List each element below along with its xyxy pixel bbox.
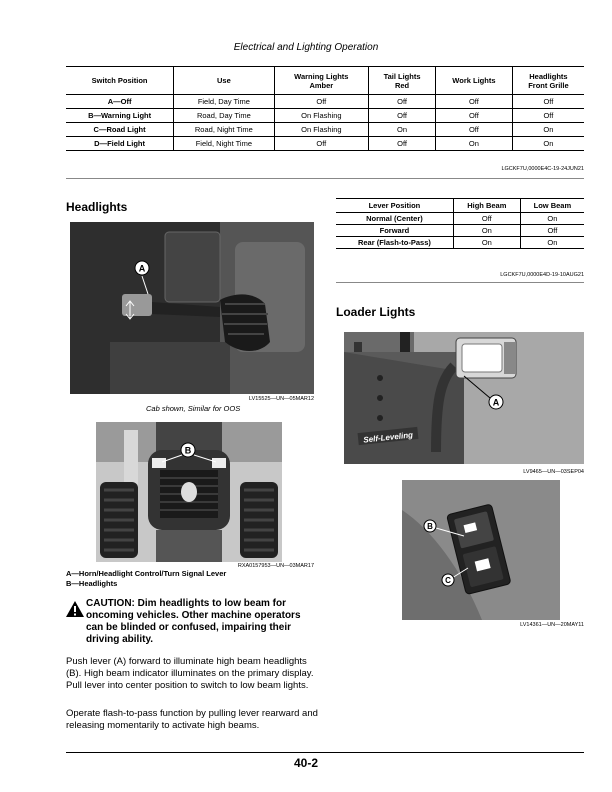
table-cell: B—Warning Light (66, 109, 174, 123)
callout-a-label: A (492, 397, 500, 408)
warning-triangle-icon (66, 601, 84, 617)
caution-text: CAUTION: Dim headlights to low beam for oncoming vehicles. Other machine operators can be blinded or confused, impairing their driving ability. (86, 598, 301, 645)
table-cell: Forward (336, 225, 453, 237)
table-cell: Off (435, 109, 512, 123)
table-cell: Off (520, 225, 584, 237)
table-cell: On Flashing (274, 123, 369, 137)
switch-table-code: LGCKF7U,0000E4C-19-24JUN21 (501, 166, 584, 172)
lever-table-header: Lever Position (336, 199, 453, 213)
photo1-caption: Cab shown, Similar for OOS (146, 404, 241, 413)
photo3-caption-code: LV9465—UN—03SEP04 (523, 469, 584, 475)
legend-a: A—Horn/Headlight Control/Turn Signal Lever (66, 569, 227, 578)
table-row (336, 213, 584, 225)
lever-table-header: High Beam (453, 199, 520, 213)
tractor-front-photo (96, 422, 282, 562)
loader-lights-title: Loader Lights (336, 305, 416, 319)
table-cell: On (520, 213, 584, 225)
table-cell: Off (512, 95, 584, 109)
table-cell: Off (369, 95, 436, 109)
table-cell: D—Field Light (66, 137, 174, 151)
lever-table-header: Low Beam (520, 199, 584, 213)
table-cell: Off (512, 109, 584, 123)
switch-table-header: Work Lights (435, 67, 512, 95)
lever-position-table (336, 198, 584, 249)
lever-table-code: LGCKF7U,0000E4D-19-10AUG21 (500, 272, 584, 278)
loader-light-photo (344, 332, 584, 464)
table-cell: Normal (Center) (336, 213, 453, 225)
legend-b: B—Headlights (66, 578, 118, 588)
callout-b-label: B (184, 445, 192, 456)
self-leveling-label: Self-Leveling (362, 430, 414, 445)
table-cell: Off (369, 137, 436, 151)
callout-c-label: C (445, 576, 451, 585)
headlight-lever-photo (70, 222, 314, 394)
divider (66, 178, 584, 179)
table-cell: Off (435, 95, 512, 109)
table-cell: On (512, 123, 584, 137)
table-row (336, 237, 584, 249)
table-cell: On Flashing (274, 109, 369, 123)
table-cell: On (453, 237, 520, 249)
table-cell: Off (369, 109, 436, 123)
table-cell: On (453, 225, 520, 237)
loader-light-switch-photo (402, 480, 560, 620)
page-number: 40-2 (293, 756, 319, 770)
table-cell: Road, Night Time (174, 123, 274, 137)
table-cell: On (435, 137, 512, 151)
table-row (66, 137, 584, 151)
switch-table-header: Switch Position (66, 67, 174, 95)
page-header-title: Electrical and Lighting Operation (233, 42, 379, 53)
table-cell: Off (274, 95, 369, 109)
switch-table-header: Headlights Front Grille (512, 67, 584, 95)
table-cell: C—Road Light (66, 123, 174, 137)
callout-b-label: B (427, 522, 433, 531)
figure-legend (66, 569, 226, 589)
switch-position-table (66, 66, 584, 151)
table-cell: A—Off (66, 95, 174, 109)
table-row (66, 123, 584, 137)
photo1-caption-code: LV15525—UN—05MAR12 (248, 396, 314, 402)
callout-a-label: A (138, 263, 146, 274)
table-cell: On (520, 237, 584, 249)
table-cell: On (512, 137, 584, 151)
photo2-caption-code: RXA0157953—UN—03MAR17 (237, 563, 314, 569)
headlights-title: Headlights (66, 200, 128, 214)
switch-table-header: Tail Lights Red (369, 67, 436, 95)
table-cell: Field, Night Time (174, 137, 274, 151)
table-cell: On (369, 123, 436, 137)
photo4-caption-code: LV14361—UN—20MAY11 (520, 622, 584, 628)
headlights-paragraph-2: Operate flash-to-pass function by pulling lever rearward and releasing momentarily to activate high beams. (66, 708, 318, 731)
table-row (66, 95, 584, 109)
table-cell: Road, Day Time (174, 109, 274, 123)
headlights-paragraph-1: Push lever (A) forward to illuminate high beam headlights (B). High beam indicator illuminates on the primary display. Pull lever into center position to switch to low beam lights. (66, 656, 314, 691)
table-cell: Off (435, 123, 512, 137)
switch-table-header: Use (174, 67, 274, 95)
divider (336, 282, 584, 283)
table-cell: Off (453, 213, 520, 225)
table-cell: Field, Day Time (174, 95, 274, 109)
switch-table-header: Warning Lights Amber (274, 67, 369, 95)
table-cell: Off (274, 137, 369, 151)
table-cell: Rear (Flash-to-Pass) (336, 237, 453, 249)
table-row (66, 109, 584, 123)
footer-divider (66, 752, 584, 753)
table-row (336, 225, 584, 237)
